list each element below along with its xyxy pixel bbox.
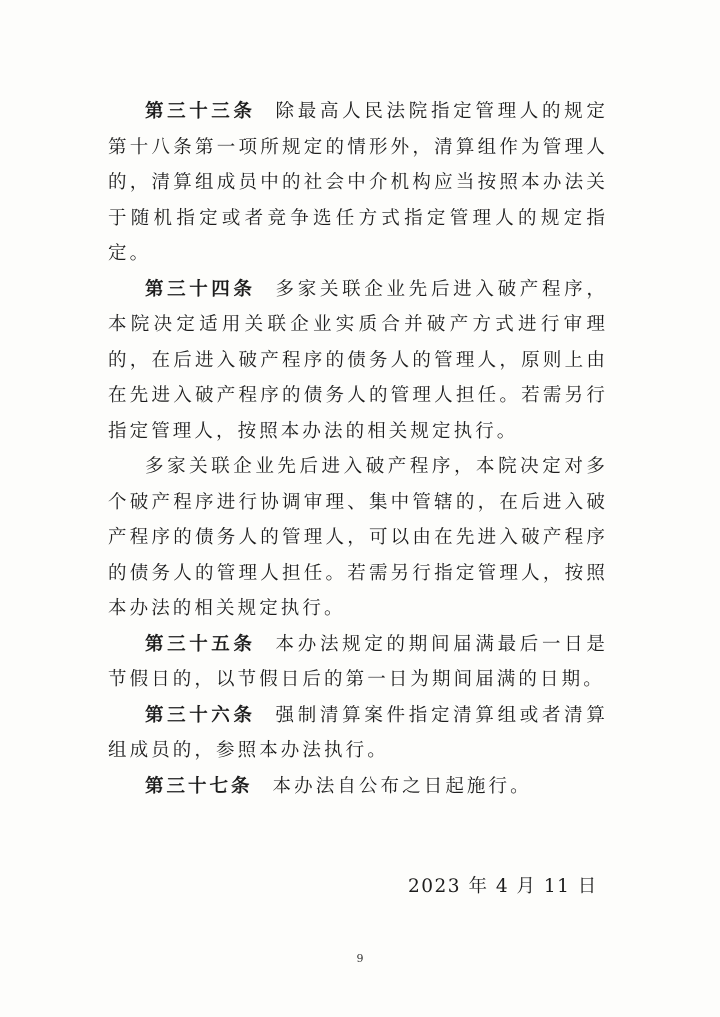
article-text: 多家关联企业先后进入破产程序，本院决定对多个破产程序进行协调审理、集中管辖的，在后进入破产程序的债务人的管理人，可以由在先进入破产程序的债务人的管理人担任。若需另行指定管理人，按照本办法的相关规定执行。	[108, 456, 608, 619]
page-number: 9	[356, 952, 364, 965]
article-list	[108, 94, 608, 804]
article-heading: 第三十五条	[145, 633, 256, 655]
article-34-second-paragraph	[108, 449, 608, 627]
issue-date: 2023 年 4 月 11 日	[408, 876, 598, 897]
article-text: 强制清算案件指定清算组或者清算组成员的，参照本办法执行。	[108, 704, 608, 761]
article-heading: 第三十七条	[145, 775, 253, 797]
article-34-paragraph	[108, 272, 608, 450]
article-36-paragraph	[108, 698, 608, 769]
article-text: 多家关联企业先后进入破产程序，本院决定适用关联企业实质合并破产方式进行审理的，在后进入破产程序的债务人的管理人，原则上由在先进入破产程序的债务人的管理人担任。若需另行指定管理人，按照本办法的相关规定执行。	[108, 278, 608, 442]
article-33-paragraph	[108, 94, 608, 272]
article-heading: 第三十三条	[145, 101, 256, 122]
article-text: 本办法规定的期间届满最后一日是节假日的，以节假日后的第一日为期间届满的日期。	[108, 633, 608, 690]
article-35-paragraph	[108, 627, 608, 698]
article-heading: 第三十六条	[145, 704, 256, 726]
article-text: 本办法自公布之日起施行。	[272, 775, 532, 797]
article-heading: 第三十四条	[145, 278, 256, 300]
article-37-paragraph	[108, 769, 608, 805]
article-text: 除最高人民法院指定管理人的规定第十八条第一项所规定的情形外，清算组作为管理人的，清算组成员中的社会中介机构应当按照本办法关于随机指定或者竞争选任方式指定管理人的规定指定。	[108, 101, 608, 264]
